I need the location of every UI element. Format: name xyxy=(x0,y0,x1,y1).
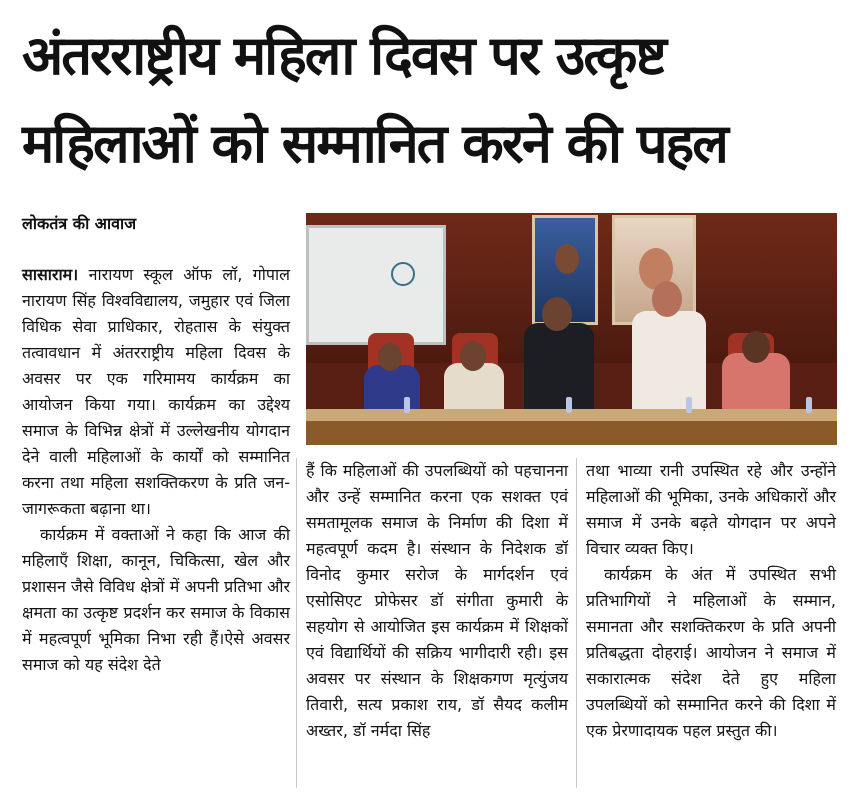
article-paragraph: तथा भाव्या रानी उपस्थित रहे और उन्होंने महिलाओं की भूमिका, उनके अधिकारों और समाज में उनके बढ़ते योगदान पर अपने विचार व्यक्त किए। xyxy=(586,461,836,558)
column-divider xyxy=(576,458,577,788)
column-divider xyxy=(296,458,297,788)
photo-person xyxy=(632,311,706,411)
article-column-2 xyxy=(306,458,568,744)
event-photo xyxy=(306,213,837,445)
article-paragraph: हैं कि महिलाओं की उपलब्धियों को पहचानना और उन्हें सम्मानित करना एक सशक्त एवं समतामूलक समाज के निर्माण की दिशा में महत्वपूर्ण कदम है। संस्थान के निदेशक डॉ विनोद कुमार सरोज के मार्गदर्शन एवं एसोसिएट प्रोफेसर डॉ संगीता कुमारी के सहयोग से आयोजित इस कार्यक्रम में शिक्षकों एवं विद्यार्थियों की सक्रिय भागीदारी रही। इस अवसर पर संस्थान के शिक्षकगण मृत्युंजय तिवारी, सत्य प्रकाश राय, डॉ सैयद कलीम अख्तर, डॉ नर्मदा सिंह xyxy=(306,461,568,740)
headline xyxy=(22,12,842,188)
photo-person xyxy=(364,365,420,411)
headline-line-2: महिलाओं को सम्मानित करने की पहल xyxy=(22,112,727,175)
article-paragraph: कार्यक्रम के अंत में उपस्थित सभी प्रतिभागियों ने महिलाओं के सम्मान, समानता और सशक्तिकरण के प्रति अपनी प्रतिबद्धता दोहराई। आयोजन ने समाज में सकारात्मक संदेश देते हुए महिला उपलब्धियों को सम्मानित करने की दिशा में एक प्रेरणादायक पहल प्रस्तुत की। xyxy=(586,565,836,740)
byline: लोकतंत्र की आवाज xyxy=(22,214,137,233)
photo-projection-screen xyxy=(306,225,446,345)
dateline: सासाराम। xyxy=(22,265,79,284)
article-column-3 xyxy=(586,458,836,744)
article-paragraph: कार्यक्रम में वक्ताओं ने कहा कि आज की महिलाएँ शिक्षा, कानून, चिकित्सा, खेल और प्रशासन जैसे विविध क्षेत्रों में अपनी प्रतिभा और क्षमता का उत्कृष्ट प्रदर्शन कर समाज के विकास में महत्वपूर्ण भूमिका निभा रही हैं।ऐसे अवसर समाज को यह संदेश देते xyxy=(22,525,290,674)
article-column-1 xyxy=(22,262,290,678)
photo-person xyxy=(524,323,594,411)
headline-line-1: अंतरराष्ट्रीय महिला दिवस पर उत्कृष्ट xyxy=(22,24,665,87)
screen-logo-icon xyxy=(391,262,415,286)
article-paragraph: सासाराम। नारायण स्कूल ऑफ लॉ, गोपाल नारायण सिंह विश्वविद्यालय, जमुहार एवं जिला विधिक सेवा प्राधिकार, रोहतास के संयुक्त तत्वावधान में अंतरराष्ट्रीय महिला दिवस के अवसर पर एक गरिमामय कार्यक्रम का आयोजन किया गया। कार्यक्रम का उद्देश्य समाज के विभिन्न क्षेत्रों में उल्लेखनीय योगदान देने वाली महिलाओं के कार्यों को सम्मानित करना तथा महिला सशक्तिकरण के प्रति जन-जागरूकता बढ़ाना था। xyxy=(22,265,291,518)
